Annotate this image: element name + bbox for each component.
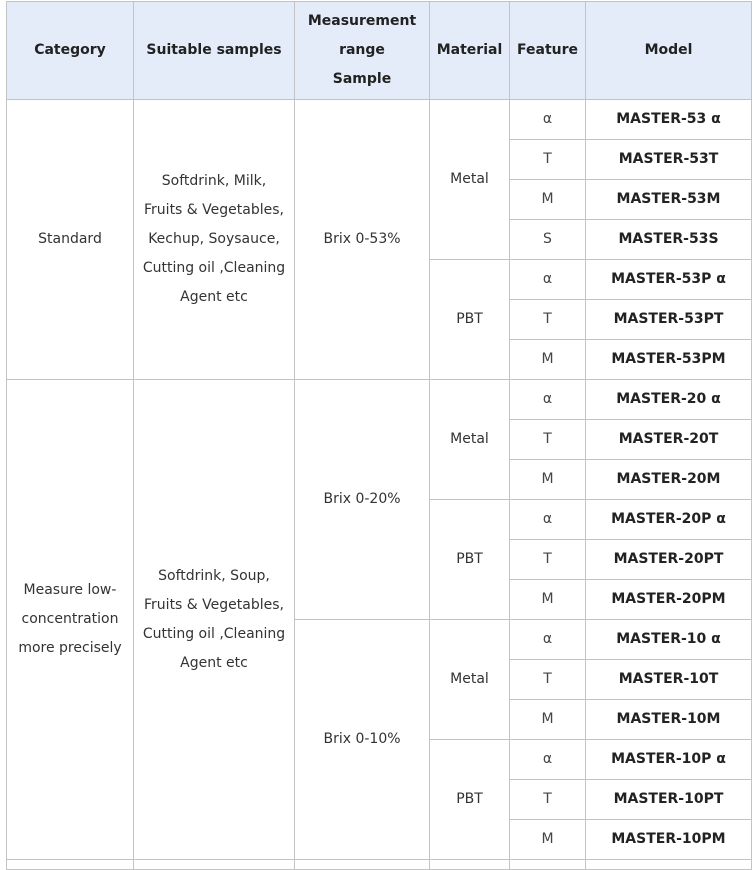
header-row xyxy=(7,2,752,100)
header-measurement-range xyxy=(295,2,430,100)
samples-line: Kechup, Soysauce, xyxy=(148,231,280,247)
header-range-line-3: Sample xyxy=(332,71,392,87)
samples-line: Cutting oil ,Cleaning xyxy=(142,260,286,276)
feature-cell: T xyxy=(510,300,586,340)
model-cell: MASTER-53S xyxy=(586,220,752,260)
model-cell: MASTER-10M xyxy=(586,700,752,740)
feature-cell: T xyxy=(510,660,586,700)
material-cell: Metal xyxy=(430,620,510,740)
samples-line: Fruits & Vegetables, xyxy=(144,202,284,218)
model-cell: MASTER-10PM xyxy=(586,820,752,860)
empty-cell xyxy=(295,860,430,870)
table-row xyxy=(7,380,752,420)
model-cell: MASTER-53P α xyxy=(586,260,752,300)
model-cell: MASTER-53PM xyxy=(586,340,752,380)
model-cell: MASTER-20P α xyxy=(586,500,752,540)
material-cell: PBT xyxy=(430,740,510,860)
header-category: Category xyxy=(7,2,134,100)
product-table xyxy=(6,1,752,870)
feature-cell: M xyxy=(510,820,586,860)
table-body xyxy=(7,100,752,870)
feature-cell: α xyxy=(510,260,586,300)
header-material: Material xyxy=(430,2,510,100)
feature-cell: M xyxy=(510,700,586,740)
material-cell: PBT xyxy=(430,260,510,380)
samples-line: Softdrink, Milk, xyxy=(161,173,267,189)
category-line: Measure low- xyxy=(23,582,117,598)
empty-cell xyxy=(510,860,586,870)
model-cell: MASTER-20 α xyxy=(586,380,752,420)
feature-cell: S xyxy=(510,220,586,260)
category-line: concentration xyxy=(21,611,119,627)
feature-cell: T xyxy=(510,540,586,580)
feature-cell: α xyxy=(510,740,586,780)
header-range-line-1: Measurement xyxy=(307,13,417,29)
model-cell: MASTER-53PT xyxy=(586,300,752,340)
category-line: more precisely xyxy=(18,640,122,656)
samples-line: Cutting oil ,Cleaning xyxy=(142,625,286,642)
feature-cell: α xyxy=(510,620,586,660)
model-cell: MASTER-10 α xyxy=(586,620,752,660)
category-cell xyxy=(7,380,134,860)
empty-cell xyxy=(7,860,134,870)
material-cell: Metal xyxy=(430,100,510,260)
samples-line: Fruits & Vegetables, xyxy=(144,596,284,613)
feature-cell: α xyxy=(510,500,586,540)
feature-cell: M xyxy=(510,180,586,220)
material-cell: PBT xyxy=(430,500,510,620)
model-cell: MASTER-10P α xyxy=(586,740,752,780)
model-cell: MASTER-53 α xyxy=(586,100,752,140)
model-cell: MASTER-20PM xyxy=(586,580,752,620)
samples-line: Agent etc xyxy=(180,654,248,671)
model-cell: MASTER-10T xyxy=(586,660,752,700)
table-row-partial xyxy=(7,860,752,870)
header-suitable-samples: Suitable samples xyxy=(134,2,295,100)
feature-cell: α xyxy=(510,100,586,140)
category-cell xyxy=(7,100,134,380)
feature-cell: T xyxy=(510,780,586,820)
empty-cell xyxy=(586,860,752,870)
header-range-line-2: range xyxy=(339,42,385,58)
category-line: Standard xyxy=(38,231,102,247)
feature-cell: M xyxy=(510,460,586,500)
suitable-samples-cell xyxy=(134,380,295,860)
model-cell: MASTER-20T xyxy=(586,420,752,460)
feature-cell: T xyxy=(510,140,586,180)
header-model: Model xyxy=(586,2,752,100)
table-row xyxy=(7,100,752,140)
feature-cell: M xyxy=(510,580,586,620)
model-cell: MASTER-20PT xyxy=(586,540,752,580)
feature-cell: α xyxy=(510,380,586,420)
model-cell: MASTER-53M xyxy=(586,180,752,220)
feature-cell: M xyxy=(510,340,586,380)
material-cell: Metal xyxy=(430,380,510,500)
empty-cell xyxy=(134,860,295,870)
measurement-range-cell: Brix 0-10% xyxy=(295,620,430,860)
model-cell: MASTER-20M xyxy=(586,460,752,500)
model-cell: MASTER-53T xyxy=(586,140,752,180)
header-feature: Feature xyxy=(510,2,586,100)
suitable-samples-cell xyxy=(134,100,295,380)
samples-line: Softdrink, Soup, xyxy=(158,567,270,584)
samples-line: Agent etc xyxy=(180,289,248,305)
measurement-range-cell: Brix 0-20% xyxy=(295,380,430,620)
model-cell: MASTER-10PT xyxy=(586,780,752,820)
measurement-range-cell: Brix 0-53% xyxy=(295,100,430,380)
empty-cell xyxy=(430,860,510,870)
feature-cell: T xyxy=(510,420,586,460)
